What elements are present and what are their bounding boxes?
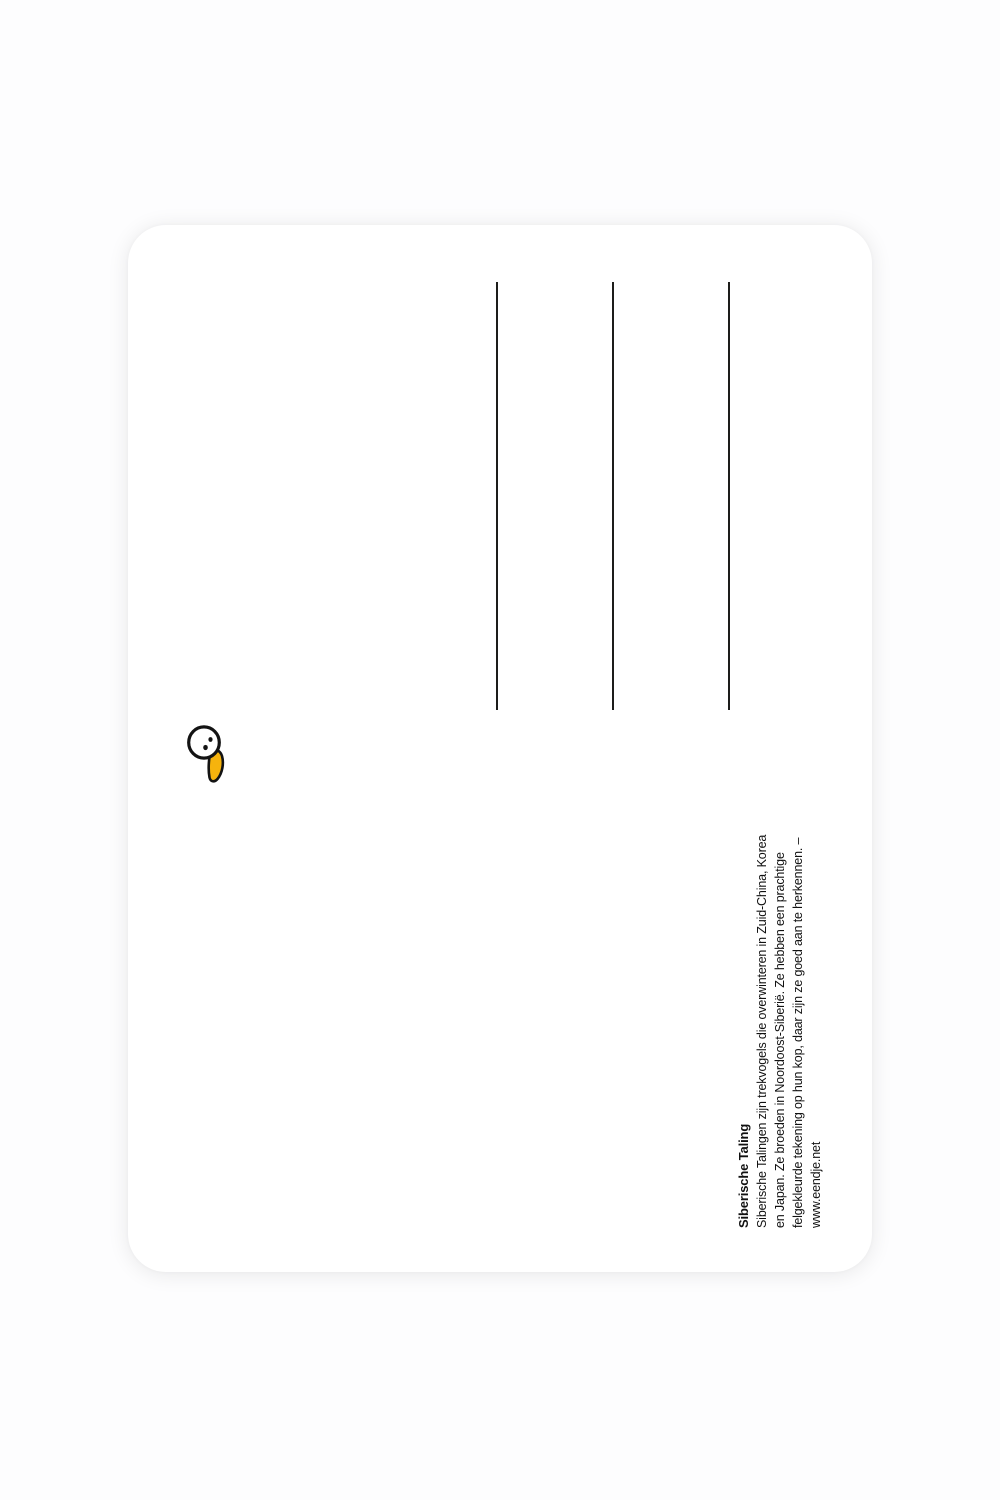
address-line-1 [496, 282, 498, 710]
caption-title: Siberische Taling [736, 1123, 751, 1228]
address-line-3 [728, 282, 730, 710]
duck-logo-icon [184, 722, 232, 788]
postcard-back [128, 225, 872, 1272]
duck-eye-lower [203, 745, 208, 750]
caption-line-2: en Japan. Ze broeden in Noordoost-Siberië. Ze hebben een prachtige [773, 852, 787, 1228]
caption-line-3: felgekleurde tekening op hun kop, daar zijn ze goed aan te herkennen. – [791, 837, 805, 1228]
duck-eye-upper [208, 737, 212, 742]
address-line-2 [612, 282, 614, 710]
caption-website: www.eendje.net [809, 1141, 823, 1228]
caption-block [735, 818, 825, 1228]
duck-head [189, 727, 220, 758]
caption-line-1: Siberische Talingen zijn trekvogels die overwinteren in Zuid-China, Korea [755, 834, 769, 1228]
